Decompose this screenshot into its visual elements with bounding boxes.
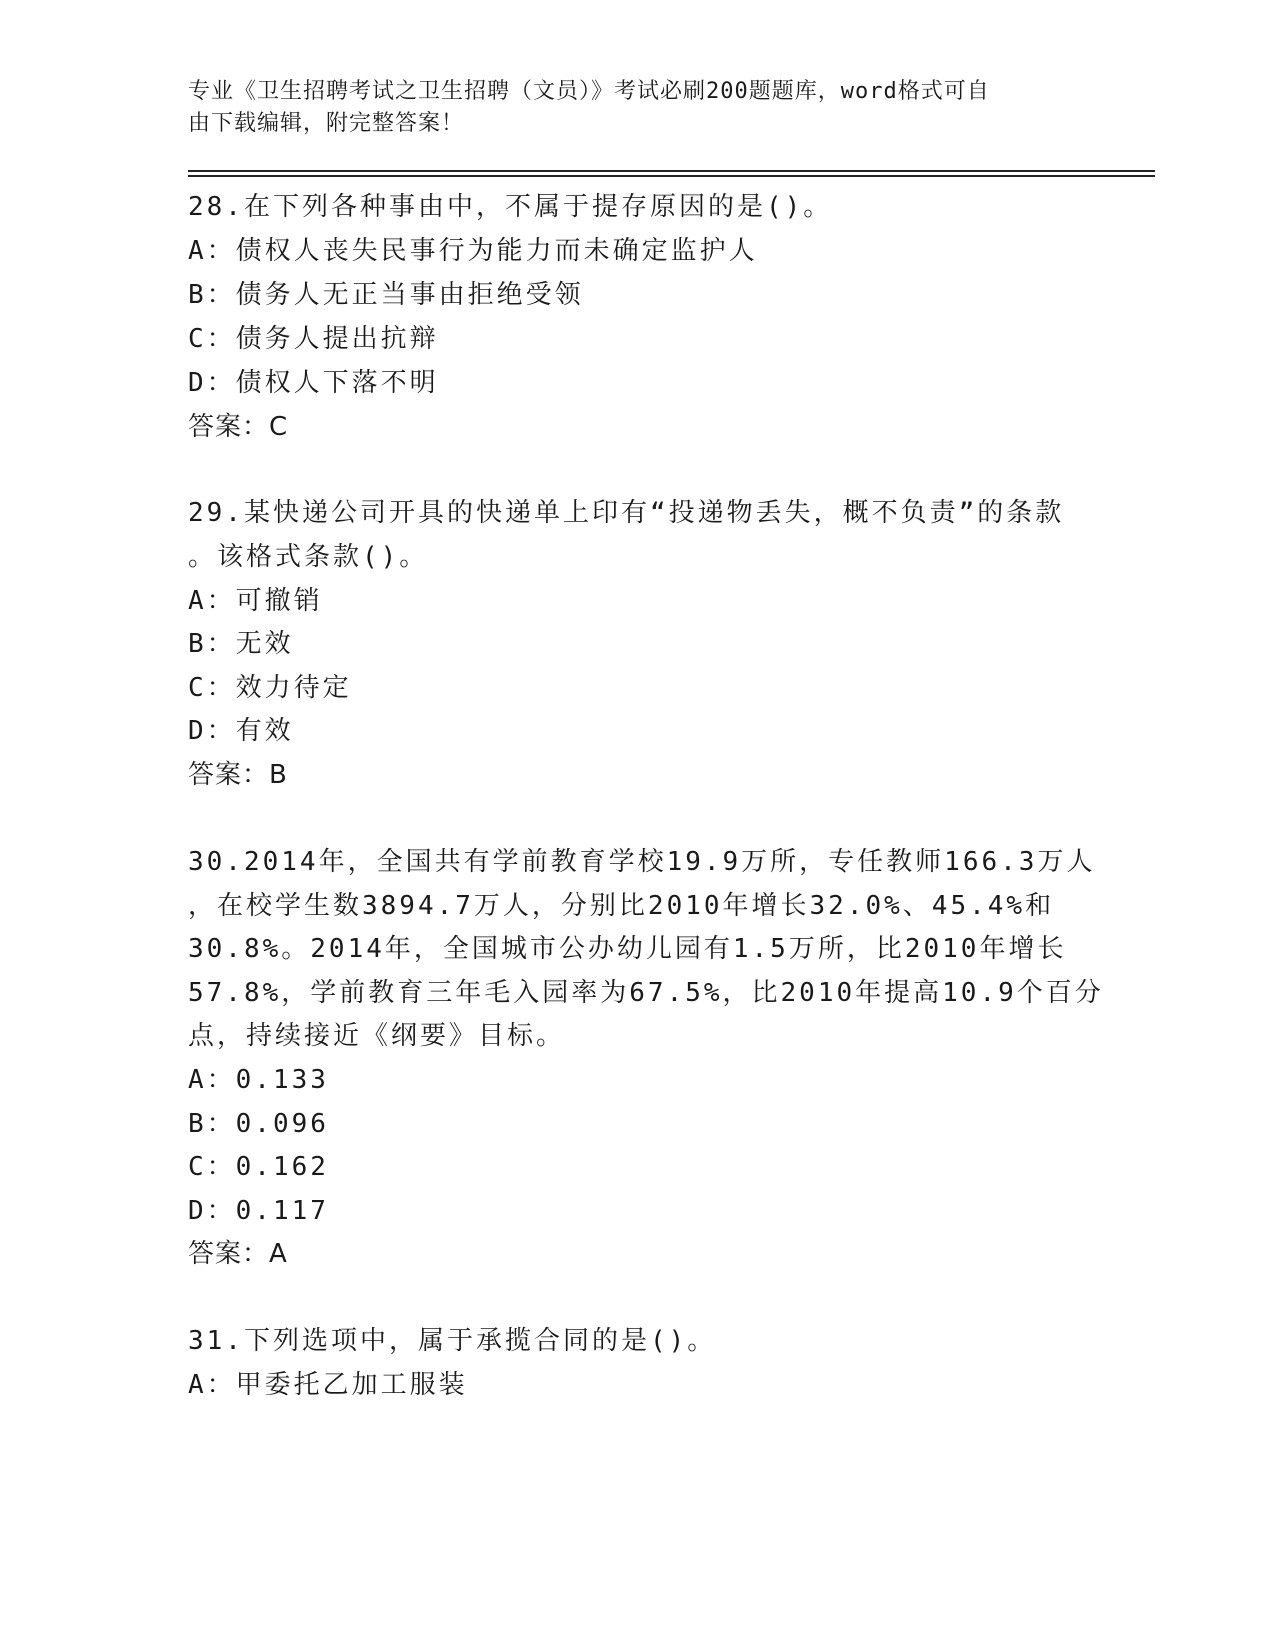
question-28-option-b: B：债务人无正当事由拒绝受领	[188, 280, 584, 310]
question-28-answer: 答案：C	[188, 412, 289, 442]
question-31-stem: 31.下列选项中，属于承揽合同的是()。	[188, 1326, 717, 1356]
header-divider-top	[188, 170, 1155, 172]
question-30-option-b: B：0.096	[188, 1109, 329, 1139]
question-30-answer: 答案：A	[188, 1239, 288, 1269]
document-header-line-1: 专业《卫生招聘考试之卫生招聘（文员）》考试必刷200题题库，word格式可自	[188, 79, 990, 104]
document-header-line-2: 由下载编辑，附完整答案！	[188, 111, 465, 136]
question-30-stem-line-2: ，在校学生数3894.7万人，分别比2010年增长32.0%、45.4%和	[188, 891, 1055, 921]
question-28-option-c: C：债务人提出抗辩	[188, 324, 439, 354]
question-30-stem-line-3: 30.8%。2014年，全国城市公办幼儿园有1.5万所，比2010年增长	[188, 934, 1067, 964]
question-29-option-c: C：效力待定	[188, 673, 352, 703]
question-28-stem: 28.在下列各种事由中，不属于提存原因的是()。	[188, 192, 833, 222]
question-30-option-d: D：0.117	[188, 1196, 329, 1226]
question-28-option-a: A：债权人丧失民事行为能力而未确定监护人	[188, 236, 758, 266]
question-31-option-a: A：甲委托乙加工服装	[188, 1370, 468, 1400]
question-30-option-c: C：0.162	[188, 1152, 329, 1182]
question-30-option-a: A：0.133	[188, 1065, 329, 1095]
question-29-option-a: A：可撤销	[188, 586, 323, 616]
question-29-stem-line-2: 。该格式条款()。	[188, 542, 429, 572]
header-divider-bottom	[188, 175, 1155, 177]
question-30-stem-line-4: 57.8%，学前教育三年毛入园率为67.5%，比2010年提高10.9个百分	[188, 978, 1104, 1008]
question-30-stem-line-1: 30.2014年，全国共有学前教育学校19.9万所，专任教师166.3万人	[188, 847, 1096, 877]
question-29-stem-line-1: 29.某快递公司开具的快递单上印有“投递物丢失，概不负责”的条款	[188, 498, 1065, 528]
question-28-option-d: D：债权人下落不明	[188, 368, 439, 398]
question-30-stem-line-5: 点，持续接近《纲要》目标。	[188, 1021, 566, 1051]
question-29-answer: 答案：B	[188, 760, 288, 790]
question-29-option-b: B：无效	[188, 629, 294, 659]
question-29-option-d: D：有效	[188, 716, 294, 746]
